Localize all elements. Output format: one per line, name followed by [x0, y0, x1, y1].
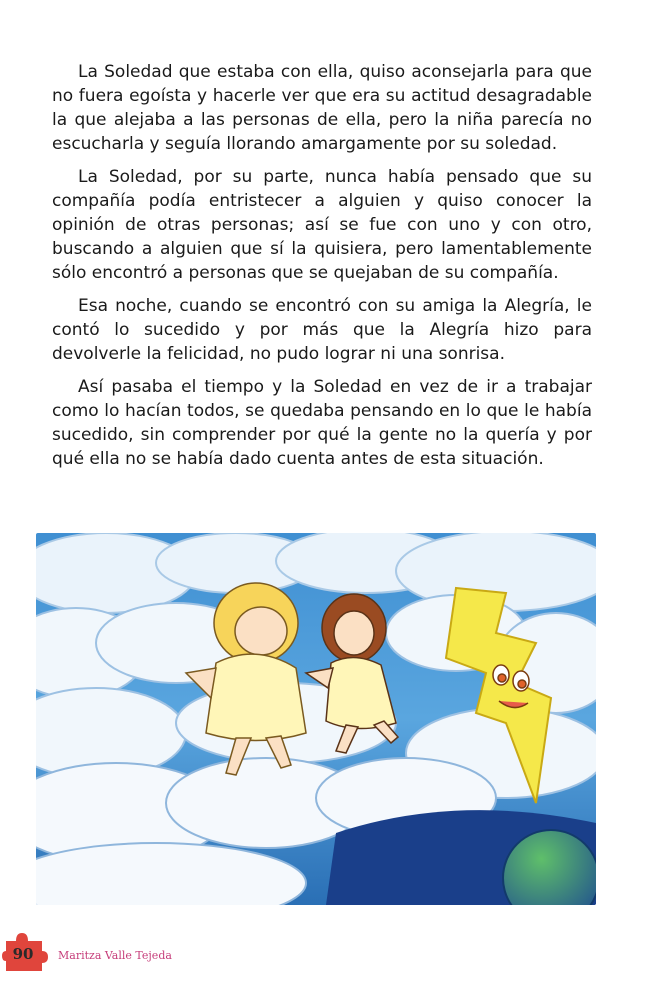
story-text	[52, 60, 592, 480]
paragraph-4: Así pasaba el tiempo y la Soledad en vez de ir a trabajar como lo hacían todos, se quedaba pensando en lo que le había sucedido, sin comprender por qué la gente no la quería y por qué ella no se había dado cuenta antes de esta situación.	[52, 377, 592, 469]
paragraph-2: La Soledad, por su parte, nunca había pensado que su compañía podía entristecer a alguien y quiso conocer la opinión de otras personas; así se fue con uno y con otro, buscando a alguien que sí la quisiera, pero lamentablemente sólo encontró a personas que se quejaban de su compañía.	[52, 167, 592, 283]
page-footer	[0, 915, 665, 975]
page-number: 90	[12, 945, 34, 963]
story-illustration	[36, 533, 596, 905]
author-name: Maritza Valle Tejeda	[58, 949, 172, 962]
paragraph-3: Esa noche, cuando se encontró con su amiga la Alegría, le contó lo sucedido y por más que la Alegría hizo para devolverle la felicidad, no pudo lograr ni una sonrisa.	[52, 296, 592, 364]
paragraph-1: La Soledad que estaba con ella, quiso aconsejarla para que no fuera egoísta y hacerle ver que era su actitud desagradable la que alejaba a las personas de ella, pero la niña parecía no escucharla y seguía llorando amargamente por su soledad.	[52, 62, 592, 154]
